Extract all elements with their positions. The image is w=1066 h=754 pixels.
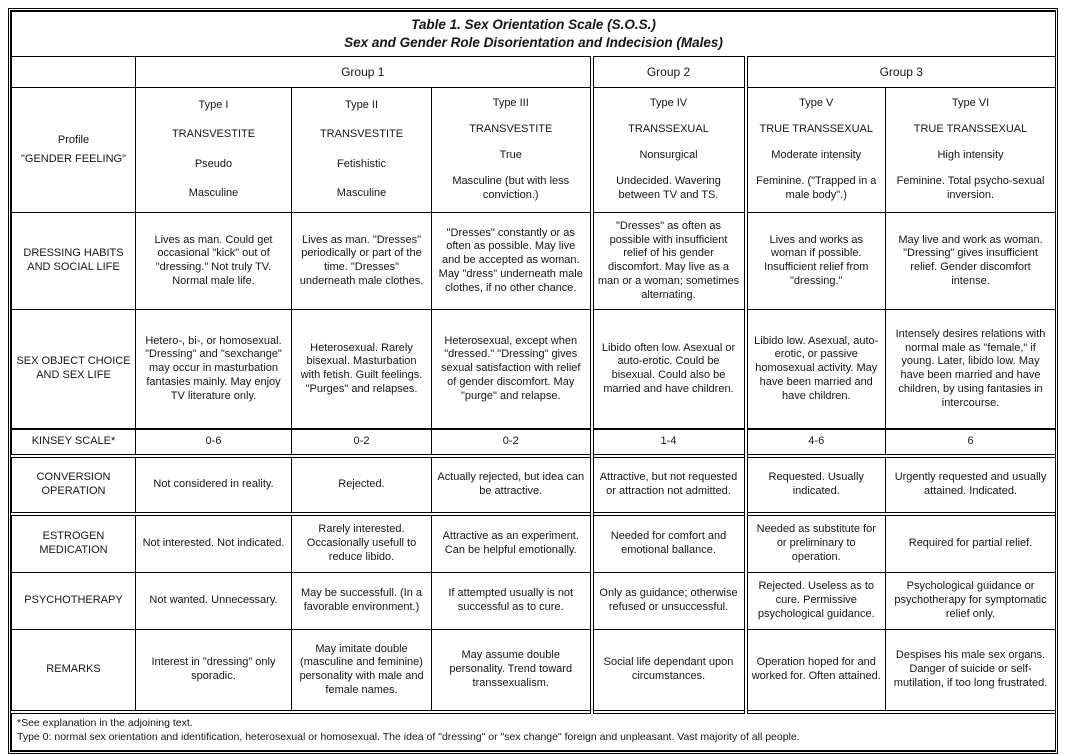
row-label-remarks: REMARKS — [12, 630, 136, 713]
row-label-kinsey: KINSEY SCALE* — [12, 429, 136, 456]
table-cell: Attractive, but not requested or attraction not admitted. — [592, 456, 746, 514]
table-cell: Lives as man. Could get occasional "kick" out of "dressing." Not truly TV. Normal male life. — [136, 213, 292, 310]
table-cell: Social life dependant upon circumstances. — [592, 630, 746, 713]
row-label-dressing: DRESSING HABITS AND SOCIAL LIFE — [12, 213, 136, 310]
conversion-row — [12, 456, 1056, 514]
table-cell: Intensely desires relations with normal male as "female," if young. Later, libido low. May have been married and have children, by using fantasies in intercourse. — [886, 310, 1056, 430]
table-cell: May assume double personality. Trend toward transsexualism. — [432, 630, 592, 713]
type-variant: High intensity — [937, 149, 1004, 162]
type-variant: Moderate intensity — [771, 149, 862, 162]
table-cell: 0-2 — [432, 429, 592, 456]
row-label-psychotherapy: PSYCHOTHERAPY — [12, 573, 136, 630]
table-frame — [8, 8, 1058, 754]
group-header-2: Group 2 — [592, 57, 746, 88]
table-cell: May live and work as woman. "Dressing" gives insufficient relief. Gender discomfort intense. — [886, 213, 1056, 310]
table-cell: Actually rejected, but idea can be attractive. — [432, 456, 592, 514]
dressing-row — [12, 213, 1056, 310]
table-cell: 0-2 — [292, 429, 432, 456]
remarks-row — [12, 630, 1056, 713]
table-cell: 4-6 — [746, 429, 886, 456]
kinsey-row — [12, 429, 1056, 456]
type-label: Type V — [799, 97, 834, 110]
type-feeling: Masculine (but with less conviction.) — [452, 175, 570, 202]
table-cell: Required for partial relief. — [886, 514, 1056, 573]
row-label-sex-object: SEX OBJECT CHOICE AND SEX LIFE — [12, 310, 136, 430]
table-cell: 1-4 — [592, 429, 746, 456]
sex-object-row — [12, 310, 1056, 430]
row-label-estrogen: ESTROGEN MEDICATION — [12, 514, 136, 573]
profile-cell-type1 — [136, 88, 292, 213]
table-cell: Lives as man. "Dresses" periodically or part of the time. "Dresses" underneath male clothes. — [292, 213, 432, 310]
group-header-1: Group 1 — [136, 57, 592, 88]
table-cell: Urgently requested and usually attained. Indicated. — [886, 456, 1056, 514]
type-variant: Nonsurgical — [639, 149, 698, 162]
type-label: Type II — [344, 98, 379, 111]
table-cell: Heterosexual. Rarely bisexual. Masturbation with fetish. Guilt feelings. "Purges" and relapses. — [292, 310, 432, 430]
table-cell: Interest in "dressing" only sporadic. — [136, 630, 292, 713]
type-category: TRANSVESTITE — [469, 123, 553, 136]
table-cell: "Dresses" as often as possible with insufficient relief of his gender discomfort. May live as a man or a woman; sometimes alternating. — [592, 213, 746, 310]
table-cell: Only as guidance; otherwise refused or unsuccessful. — [592, 573, 746, 630]
type-variant: Fetishistic — [337, 157, 386, 170]
psychotherapy-row — [12, 573, 1056, 630]
table-cell: Operation hoped for and worked for. Often attained. — [746, 630, 886, 713]
table-cell: Attractive as an experiment. Can be helpful emotionally. — [432, 514, 592, 573]
profile-cell-type3 — [432, 88, 592, 213]
type-label: Type VI — [951, 97, 990, 110]
profile-cell-type5 — [746, 88, 886, 213]
table-cell: Rejected. Useless as to cure. Permissive psychological guidance. — [746, 573, 886, 630]
type-feeling: Undecided. Wavering between TV and TS. — [616, 175, 721, 202]
table-cell: Not considered in reality. — [136, 456, 292, 514]
profile-cell-type4 — [592, 88, 746, 213]
table-cell: Despises his male sex organs. Danger of suicide or self-mutilation, if too long frustrated. — [886, 630, 1056, 713]
table-cell: May imitate double (masculine and feminine) personality with male and female names. — [292, 630, 432, 713]
table-cell: Libido often low. Asexual or auto-erotic. Could be bisexual. Could also be married and have children. — [592, 310, 746, 430]
footnote — [12, 712, 1056, 751]
table-cell: Psychological guidance or psychotherapy for symptomatic relief only. — [886, 573, 1056, 630]
table-cell: Rarely interested. Occasionally usefull to reduce libido. — [292, 514, 432, 573]
table-title-line1: Table 1. Sex Orientation Scale (S.O.S.) — [411, 17, 656, 32]
type-category: TRANSSEXUAL — [628, 123, 709, 136]
type-variant: Pseudo — [194, 157, 233, 170]
estrogen-row — [12, 514, 1056, 573]
sos-table — [11, 11, 1056, 751]
table-cell: If attempted usually is not successful as to cure. — [432, 573, 592, 630]
table-cell: 6 — [886, 429, 1056, 456]
type-category: TRANSVESTITE — [319, 128, 404, 141]
table-cell: May be successfull. (In a favorable environment.) — [292, 573, 432, 630]
type-label: Type III — [492, 97, 529, 110]
table-cell: Not interested. Not indicated. — [136, 514, 292, 573]
table-title-line2: Sex and Gender Role Disorientation and Indecision (Males) — [344, 34, 723, 50]
footnote-row — [12, 712, 1056, 751]
profile-cell-type2 — [292, 88, 432, 213]
table-cell: Requested. Usually indicated. — [746, 456, 886, 514]
row-label-conversion: CONVERSION OPERATION — [12, 456, 136, 514]
table-cell: "Dresses" constantly or as often as possible. May live and be accepted as woman. May "dress" underneath male clothes, if no other chance. — [432, 213, 592, 310]
type-category: TRUE TRANSSEXUAL — [913, 123, 1028, 136]
type-variant: True — [499, 149, 522, 162]
group-header-row — [12, 57, 1056, 88]
profile-row — [12, 88, 1056, 213]
type-feeling: Masculine — [336, 187, 387, 200]
type-category: TRUE TRANSSEXUAL — [759, 123, 873, 136]
type-label: Type IV — [649, 97, 688, 110]
table-cell: Rejected. — [292, 456, 432, 514]
table-cell: Libido low. Asexual, auto-erotic, or passive homosexual activity. May have been married and have children. — [746, 310, 886, 430]
group-header-3: Group 3 — [746, 57, 1056, 88]
table-cell: Hetero-, bi-, or homosexual. "Dressing" and "sexchange" may occur in masturbation fantasies mainly. May enjoy TV literature only. — [136, 310, 292, 430]
type-feeling: Feminine. ("Trapped in a male body".) — [756, 175, 877, 202]
table-cell: Needed as substitute for or preliminary to operation. — [746, 514, 886, 573]
group-header-spacer — [12, 57, 136, 88]
profile-label-line1: Profile — [57, 133, 90, 146]
type-category: TRANSVESTITE — [171, 128, 256, 141]
table-cell: Needed for comfort and emotional ballance. — [592, 514, 746, 573]
table-cell: Lives and works as woman if possible. Insufficient relief from "dressing." — [746, 213, 886, 310]
profile-cell-type6 — [886, 88, 1056, 213]
row-label-profile — [12, 88, 136, 213]
type-feeling: Masculine — [188, 187, 239, 200]
table-cell: Not wanted. Unnecessary. — [136, 573, 292, 630]
footnote-line1: *See explanation in the adjoining text. — [17, 717, 193, 730]
table-title — [12, 12, 1056, 57]
table-cell: 0-6 — [136, 429, 292, 456]
type-label: Type I — [198, 98, 229, 111]
footnote-line2: Type 0: normal sex orientation and identification, heterosexual or homosexual. The idea of "dressing" or "sex change" foreign and unpleasant. Vast majority of all people. — [17, 731, 800, 744]
title-row — [12, 12, 1056, 57]
type-feeling: Feminine. Total psycho-sexual inversion. — [896, 175, 1045, 202]
table-cell: Heterosexual, except when "dressed." "Dressing" gives sexual satisfaction with relief of gender discomfort. May "purge" and relapse. — [432, 310, 592, 430]
profile-label-line2: "GENDER FEELING" — [21, 153, 126, 166]
